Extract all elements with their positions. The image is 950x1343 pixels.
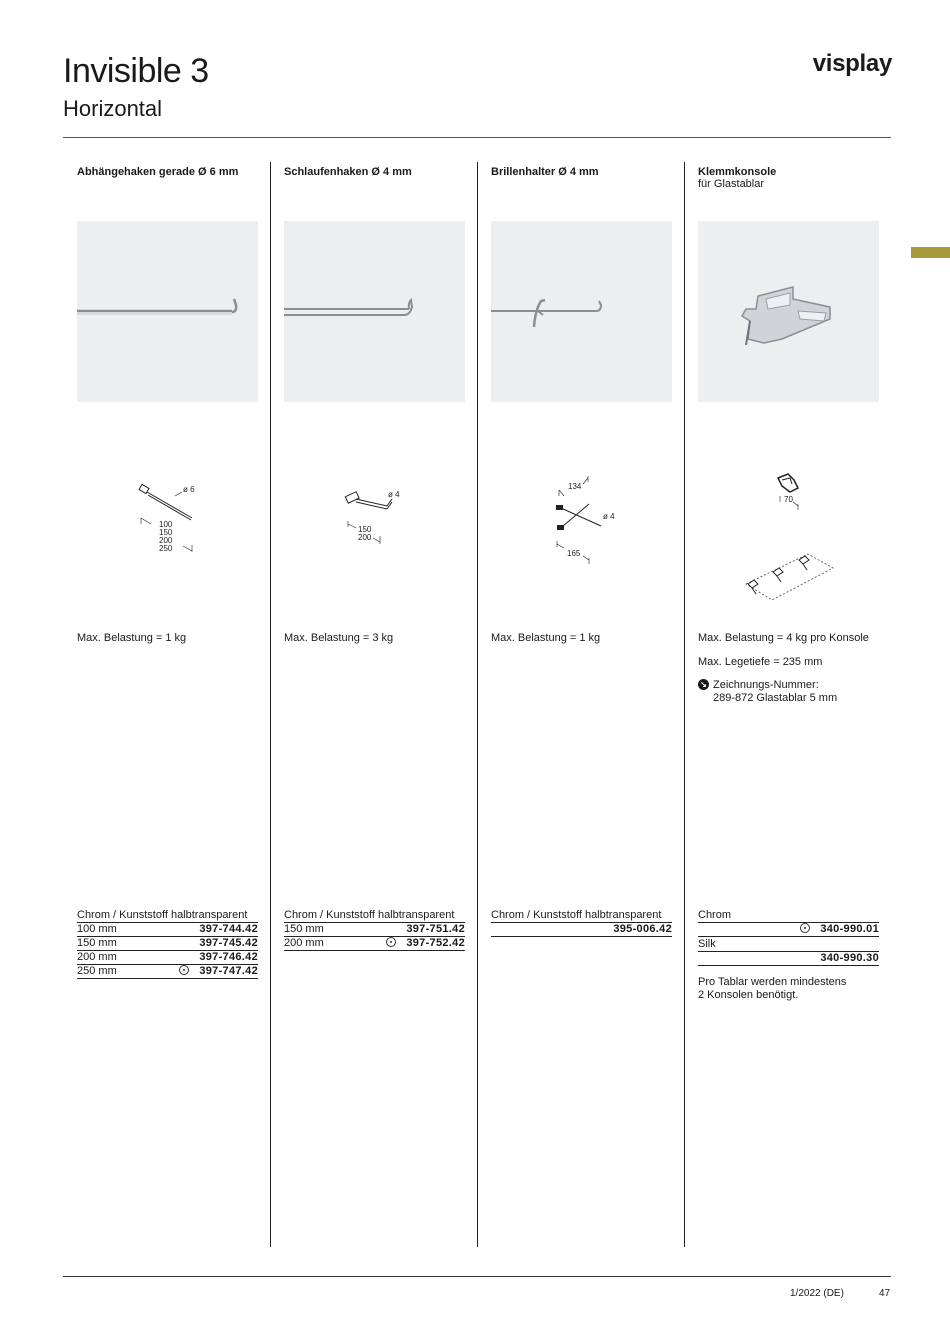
product-subheading: für Glastablar xyxy=(698,178,765,190)
dimension-label: 100 xyxy=(159,520,173,529)
dimension-label: 70 xyxy=(784,495,793,504)
dimension-label: ø 4 xyxy=(603,512,615,521)
article-number: 395-006.42 xyxy=(613,923,672,935)
max-load: Max. Belastung = 1 kg xyxy=(491,632,601,644)
table-header: Silk xyxy=(698,937,879,952)
row-size: 200 mm xyxy=(284,937,324,949)
brand-logo: visplay xyxy=(812,50,892,77)
article-number: 340-990.30 xyxy=(820,952,879,964)
dimension-label: ø 6 xyxy=(183,485,195,494)
dimension-label: 150 xyxy=(159,528,173,537)
article-number: 397-747.42 xyxy=(199,965,258,977)
section-tab-marker xyxy=(911,247,950,258)
product-heading: Brillenhalter Ø 4 mm xyxy=(491,166,599,178)
article-number: 397-752.42 xyxy=(406,937,465,949)
row-size: 200 mm xyxy=(77,951,117,963)
product-column-klemmkonsole xyxy=(698,166,880,1001)
stock-item-icon xyxy=(179,965,189,975)
article-number: 340-990.01 xyxy=(820,923,879,935)
table-header: Chrom xyxy=(698,908,879,923)
page-number: 47 xyxy=(879,1288,891,1299)
dimension-label: ø 4 xyxy=(388,490,400,499)
max-load: Max. Belastung = 1 kg xyxy=(77,632,187,644)
technical-drawing xyxy=(491,466,673,606)
stock-item-icon xyxy=(800,923,810,933)
table-header: Chrom / Kunststoff halbtransparent xyxy=(284,908,465,923)
column-divider xyxy=(270,162,271,1247)
stock-item-icon xyxy=(386,937,396,947)
product-heading: Schlaufenhaken Ø 4 mm xyxy=(284,166,412,178)
drawing-number-label: Zeichnungs-Nummer: xyxy=(713,679,819,691)
row-size: 150 mm xyxy=(284,923,324,935)
article-number: 397-744.42 xyxy=(199,923,258,935)
article-table xyxy=(284,908,465,951)
row-size: 250 mm xyxy=(77,965,117,977)
dimension-label: 200 xyxy=(159,536,173,545)
page-title: Invisible 3 xyxy=(63,52,209,90)
row-size: 100 mm xyxy=(77,923,117,935)
dimension-label: 200 xyxy=(358,533,372,542)
product-heading: Abhängehaken gerade Ø 6 mm xyxy=(77,166,239,178)
column-divider xyxy=(477,162,478,1247)
column-divider xyxy=(684,162,685,1247)
product-heading: Klemmkonsole xyxy=(698,166,777,178)
article-table xyxy=(698,908,879,966)
table-row xyxy=(284,923,465,937)
technical-drawing xyxy=(698,466,880,606)
drawing-reference-icon: ↘ xyxy=(698,679,709,690)
row-size: 150 mm xyxy=(77,937,117,949)
console-note-line: Pro Tablar werden mindestens xyxy=(698,976,847,988)
clamp-bracket-photo-graphic xyxy=(698,221,879,402)
article-table xyxy=(77,908,258,979)
table-row xyxy=(698,923,879,937)
dimension-label: 165 xyxy=(567,549,581,558)
article-number: 397-745.42 xyxy=(199,937,258,949)
glasses-holder-photo-graphic xyxy=(491,221,672,402)
product-photo xyxy=(77,221,258,402)
header-divider xyxy=(63,137,891,138)
product-column-abhaengehaken xyxy=(77,166,259,977)
table-header: Chrom / Kunststoff halbtransparent xyxy=(491,908,672,923)
dimension-label: 150 xyxy=(358,525,372,534)
console-note-line: 2 Konsolen benötigt. xyxy=(698,989,799,1001)
max-load: Max. Belastung = 4 kg pro Konsole xyxy=(698,632,869,644)
article-number: 397-746.42 xyxy=(199,951,258,963)
table-header: Chrom / Kunststoff halbtransparent xyxy=(77,908,258,923)
max-depth: Max. Legetiefe = 235 mm xyxy=(698,656,823,668)
console-note xyxy=(698,976,846,1002)
technical-drawing xyxy=(77,466,259,606)
page-subtitle: Horizontal xyxy=(63,96,163,121)
technical-drawing xyxy=(284,466,466,606)
product-column-schlaufenhaken xyxy=(284,166,466,949)
table-row xyxy=(77,965,258,979)
footer-divider xyxy=(63,1276,891,1277)
dimension-label: 134 xyxy=(568,482,582,491)
drawing-number-note xyxy=(698,679,837,705)
drawing-number-value: 289-872 Glastablar 5 mm xyxy=(713,692,838,704)
product-photo xyxy=(284,221,465,402)
product-photo xyxy=(698,221,879,402)
table-row xyxy=(284,937,465,951)
table-row xyxy=(77,951,258,965)
dimension-label: 250 xyxy=(159,544,173,553)
table-row xyxy=(491,923,672,937)
hook-photo-graphic xyxy=(77,221,258,402)
article-table xyxy=(491,908,672,937)
table-row xyxy=(77,923,258,937)
product-column-brillenhalter xyxy=(491,166,673,935)
max-load: Max. Belastung = 3 kg xyxy=(284,632,394,644)
table-row xyxy=(698,952,879,966)
table-row xyxy=(77,937,258,951)
article-number: 397-751.42 xyxy=(406,923,465,935)
edition-label: 1/2022 (DE) xyxy=(790,1288,844,1299)
product-photo xyxy=(491,221,672,402)
loop-hook-photo-graphic xyxy=(284,221,465,402)
